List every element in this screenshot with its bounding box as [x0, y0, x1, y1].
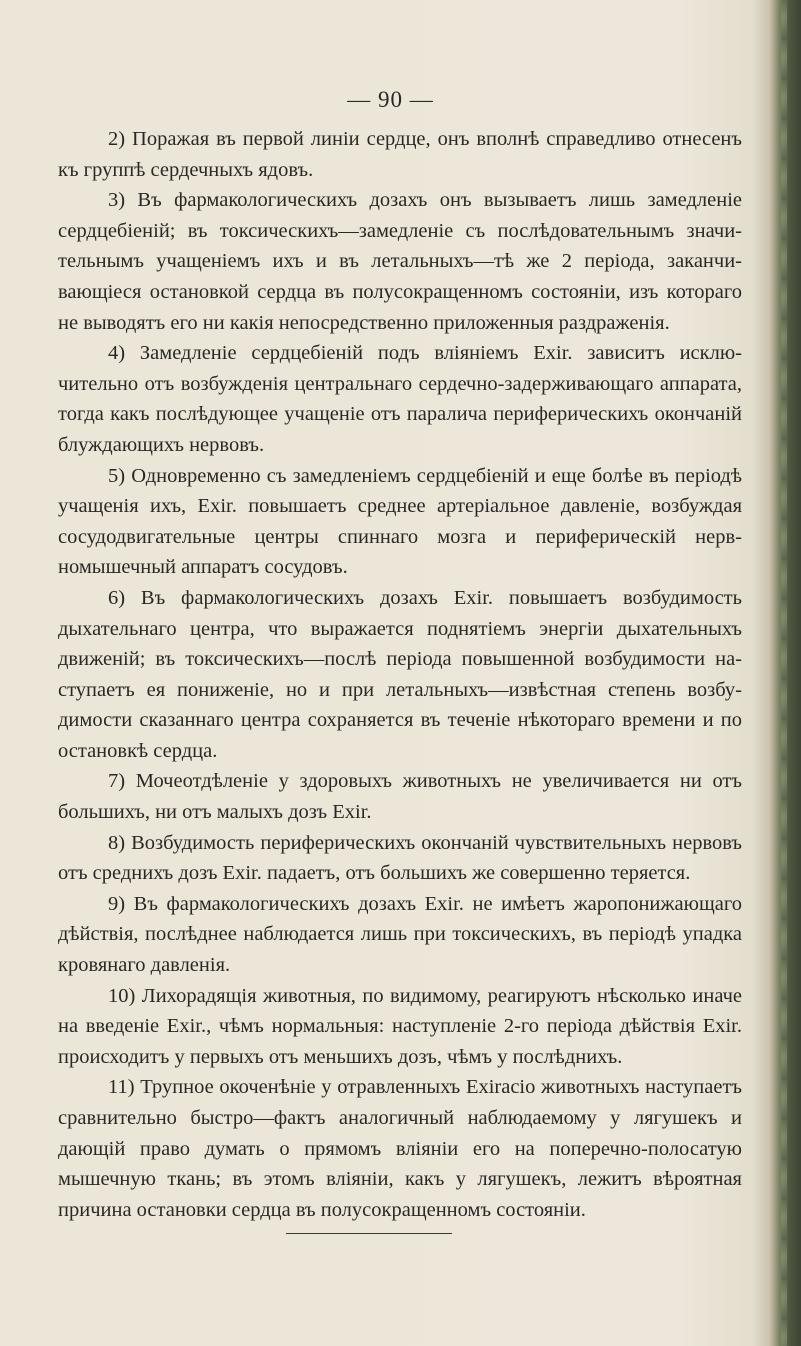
page-binding-edge [753, 0, 801, 1346]
paragraph-9: 9) Въ фармакологическихъ дозахъ Exіr. не имѣетъ жаропонижающаго дѣйствія, послѣднее наблюдается лишь при токсическихъ, въ періодѣ упадка кровянаго давленія. [58, 892, 742, 977]
section-divider-rule [286, 1233, 452, 1234]
paragraph-11: 11) Трупное окоченѣніе у отравленныхъ Exіracіo животныхъ наступаетъ сравнительно быстро—фактъ аналогичный наблюдаемому у лягушекъ и дающій право думать о прямомъ вліяніи его на поперечно-полосатую мышечную ткань; въ этомъ вліяніи, какъ у лягушекъ, лежитъ вѣроятная причина остановки сердца въ полусокращенномъ состояніи. [58, 1076, 742, 1221]
page-number: — 90 — [347, 87, 434, 112]
paragraph-2: 2) Поражая въ первой линіи сердце, онъ вполнѣ справедливо отнесенъ къ группѣ сердечныхъ ядовъ. [58, 128, 742, 181]
paragraph-10: 10) Лихорадящія животныя, по видимому, реагируютъ нѣсколько иначе на введеніе Exіr., чѣмъ нормальныя: наступленіе 2-го періода дѣйствія Exіr. происходитъ у первыхъ отъ меньшихъ дозъ, чѣмъ у послѣднихъ. [58, 984, 742, 1068]
paragraph-7: 7) Мочеотдѣленіе у здоровыхъ животныхъ не увеличивается ни отъ большихъ, ни отъ малыхъ дозъ Exіr. [58, 770, 742, 824]
paragraph-5: 5) Одновременно съ замедленіемъ сердцебіеній и еще болѣе въ періодѣ учащенія ихъ, Exіr. повышаетъ среднее артеріальное давленіе, возбуждая сосудодвигательные центры спиннаго мозга и периферическій нервномышечный аппаратъ сосудовъ. [58, 464, 742, 579]
page-body [58, 124, 742, 1225]
paragraph-4: 4) Замедленіе сердцебіеній подъ вліяніемъ Exіr. зависитъ исключительно отъ возбужденія центральнаго сердечно-задерживающаго аппарата, тогда какъ послѣдующее учащеніе отъ паралича периферическихъ окончаній блуждающихъ нервовъ. [58, 342, 742, 456]
paragraph-8: 8) Возбудимость периферическихъ окончаній чувствительныхъ нервовъ отъ среднихъ дозъ Exіr. падаетъ, отъ большихъ же совершенно теряется. [58, 831, 742, 885]
paragraph-6: 6) Въ фармакологическихъ дозахъ Exіr. повышаетъ возбудимость дыхательнаго центра, что выражается поднятіемъ энергіи дыхательныхъ движеній; въ токсическихъ—послѣ періода повышенной возбудимости наступаетъ ея пониженіе, но и при летальныхъ—извѣстная степень возбудимости сказаннаго центра сохраняется въ теченіе нѣкотораго времени и по остановкѣ сердца. [58, 586, 742, 762]
paragraph-3: 3) Въ фармакологическихъ дозахъ онъ вызываетъ лишь замедленіе сердцебіеній; въ токсическихъ—замедленіе съ послѣдовательнымъ значительнымъ учащеніемъ ихъ и въ летальныхъ—тѣ же 2 періода, заканчивающіеся остановкой сердца въ полусокращенномъ состояніи, изъ котораго не выводятъ его ни какія непосредственно приложенныя раздраженія. [58, 189, 742, 334]
